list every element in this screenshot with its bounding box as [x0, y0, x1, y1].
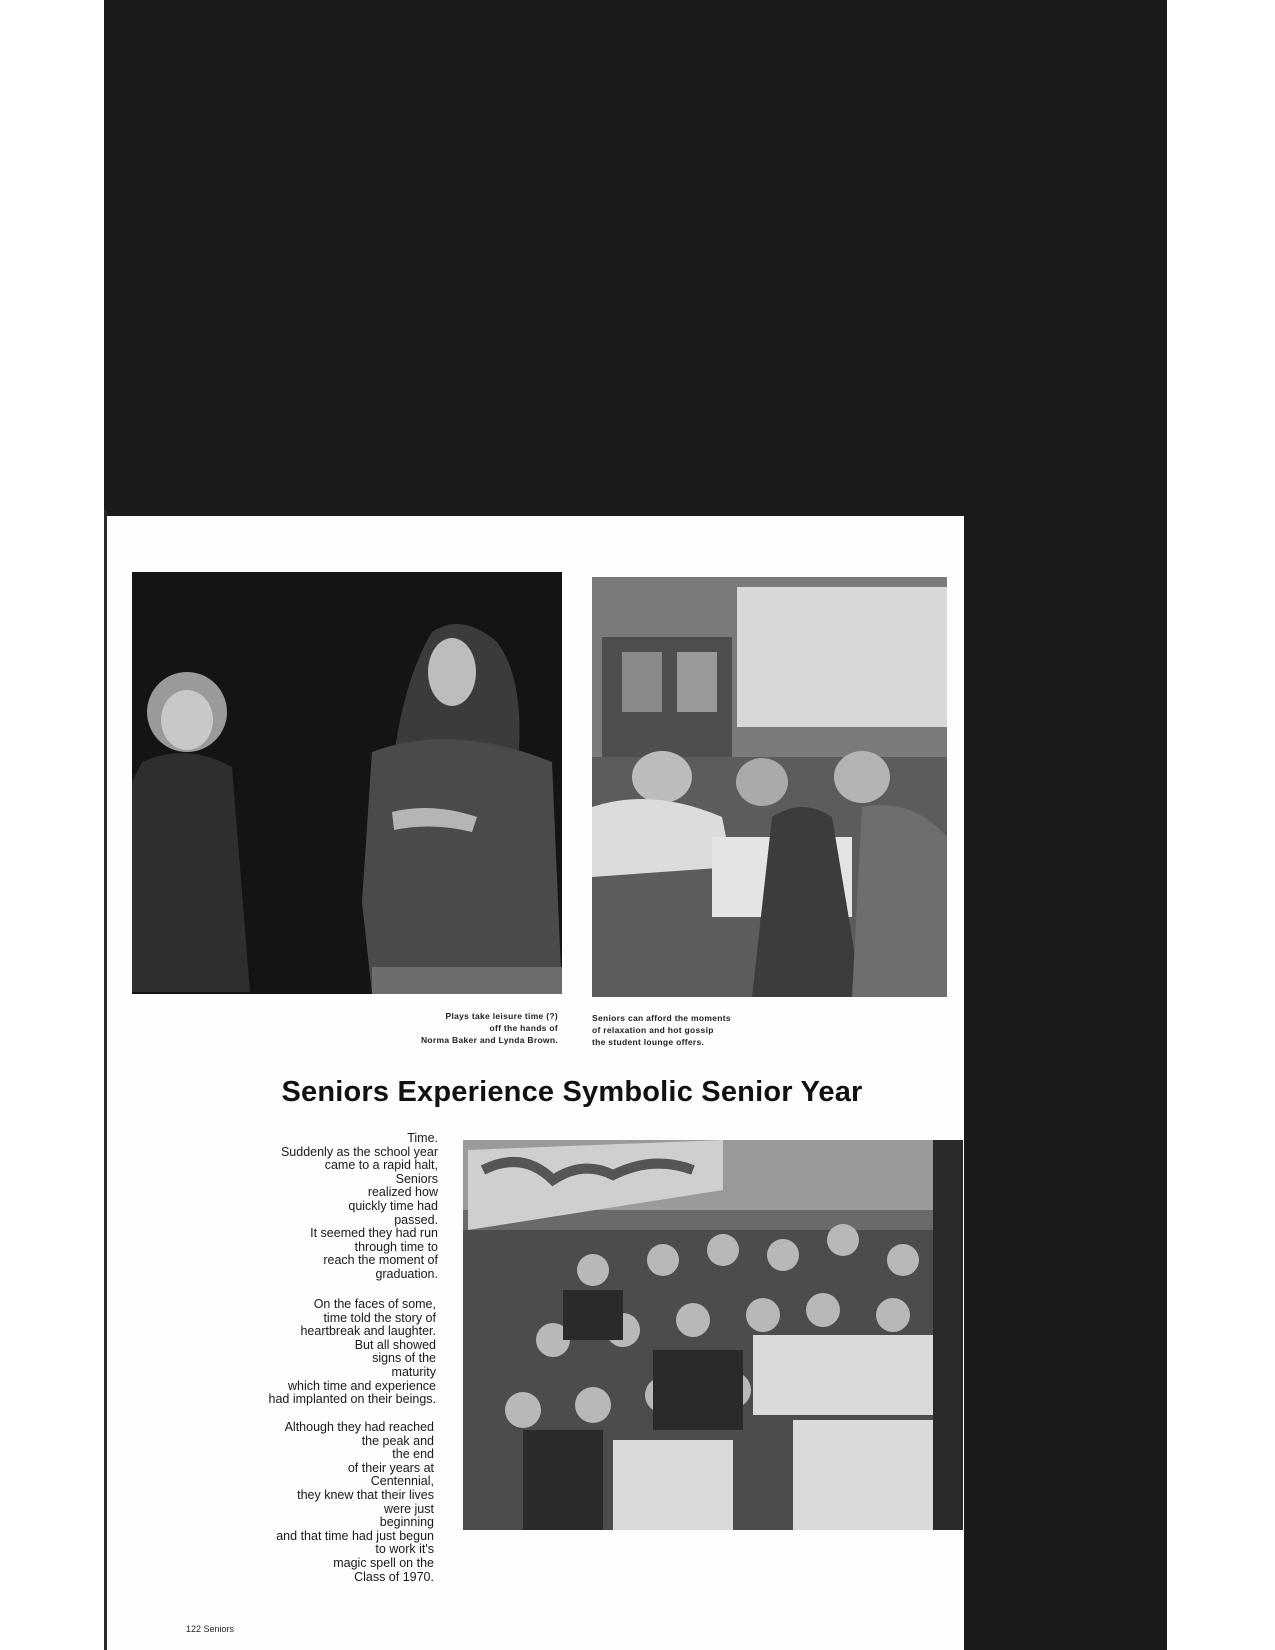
text-line: they knew that their lives	[297, 1487, 434, 1502]
text-line: heartbreak and laughter.	[300, 1324, 436, 1339]
text-line: On the faces of some,	[313, 1297, 436, 1311]
caption-line: off the hands of	[489, 1023, 558, 1033]
text-line: through time to	[354, 1239, 438, 1254]
body-paragraph-2	[240, 1298, 436, 1407]
text-line: quickly time had	[348, 1198, 438, 1213]
text-line: beginning	[379, 1515, 434, 1530]
text-line: maturity	[391, 1364, 436, 1379]
caption-student-lounge	[592, 1012, 812, 1048]
text-line: Seniors	[395, 1171, 438, 1186]
text-line: passed.	[394, 1212, 438, 1227]
page-number-footer: 122 Seniors	[186, 1624, 235, 1634]
caption-line: Norma Baker and Lynda Brown.	[420, 1035, 558, 1045]
caption-line: Plays take leisure time (?)	[445, 1011, 558, 1021]
text-line: to work it's	[375, 1542, 434, 1557]
text-line: the peak and	[361, 1433, 434, 1448]
photo-senior-assembly	[463, 1140, 963, 1530]
body-paragraph-3	[240, 1421, 434, 1584]
text-line: Although they had reached	[284, 1420, 434, 1434]
text-line: But all showed	[354, 1337, 436, 1352]
text-line: graduation.	[375, 1266, 438, 1281]
text-line: magic spell on the	[333, 1555, 434, 1570]
text-line: Suddenly as the school year	[280, 1144, 438, 1159]
photo-stage-play	[132, 572, 562, 994]
text-line: Time.	[407, 1131, 438, 1145]
text-line: came to a rapid halt,	[324, 1158, 438, 1173]
caption-line: of relaxation and hot gossip	[592, 1025, 714, 1035]
text-line: had implanted on their beings.	[268, 1392, 436, 1407]
caption-line: Seniors can afford the moments	[592, 1013, 731, 1023]
text-line: realized how	[367, 1185, 438, 1200]
scan-background-right	[962, 510, 1167, 1650]
text-line: time told the story of	[323, 1310, 436, 1325]
text-line: of their years at	[347, 1460, 434, 1475]
caption-line: the student lounge offers.	[592, 1037, 705, 1047]
page-headline: Seniors Experience Symbolic Senior Year	[281, 1076, 863, 1108]
text-line: Class of 1970.	[354, 1569, 434, 1584]
caption-stage-play	[380, 1010, 558, 1046]
text-line: Centennial,	[370, 1474, 434, 1489]
text-line: reach the moment of	[323, 1253, 438, 1268]
text-line: the end	[392, 1447, 434, 1462]
text-line: which time and experience	[288, 1378, 436, 1393]
text-line: were just	[383, 1501, 434, 1516]
text-line: signs of the	[372, 1351, 436, 1366]
text-line: and that time had just begun	[276, 1528, 434, 1543]
photo-student-lounge	[592, 577, 947, 997]
text-line: It seemed they had run	[310, 1226, 438, 1241]
body-paragraph-1	[240, 1132, 438, 1282]
scan-background-top	[104, 0, 1167, 520]
